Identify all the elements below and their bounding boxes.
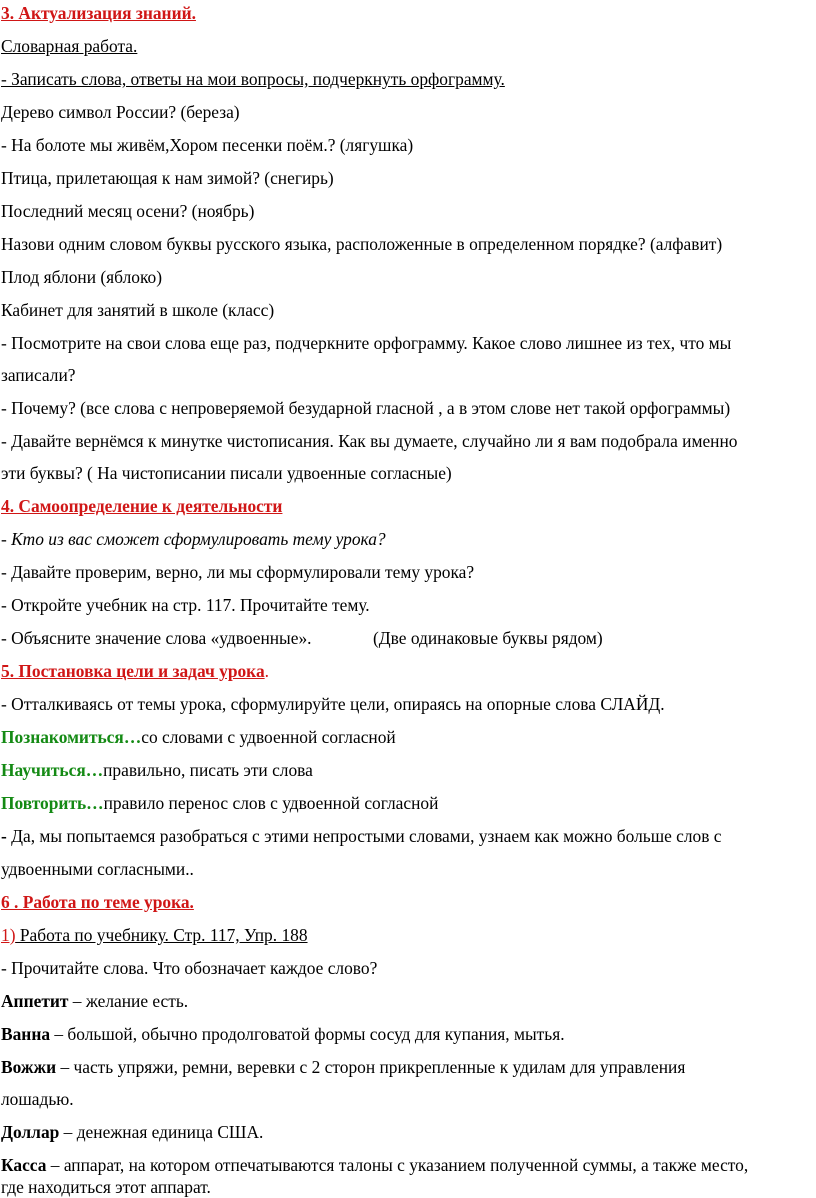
heading-section-4: 4. Самоопределение к деятельности (1, 496, 283, 516)
question-2: - На болоте мы живём,Хором песенки поём.? (лягушка) (1, 135, 414, 155)
question-1: Дерево символ России? (береза) (1, 102, 240, 122)
goal-3 (1, 792, 438, 814)
self-det-3: - Откройте учебник на стр. 117. Прочитайте тему. (1, 595, 370, 615)
definition-4-text: – денежная единица США. (59, 1122, 264, 1142)
definition-5-text: – аппарат, на котором отпечатываются талоны с указанием полученной суммы, а также место, (46, 1155, 749, 1175)
definition-3-line-2: лошадью. (1, 1089, 74, 1109)
goal-answer-text: Да, мы попытаемся разобраться с этими непростыми словами, узнаем как можно больше слов с (6, 826, 722, 846)
definition-1-text: – желание есть. (68, 991, 189, 1011)
heading-section-5-dot: . (264, 661, 269, 681)
goal-2 (1, 759, 313, 781)
self-det-2: - Давайте проверим, верно, ли мы сформулировали тему урока? (1, 562, 475, 582)
goal-3-key: Повторить… (1, 793, 104, 813)
definition-3 (1, 1056, 685, 1078)
definition-1-term: Аппетит (1, 991, 69, 1011)
definition-5-term: Касса (1, 1155, 47, 1175)
definition-5 (1, 1154, 748, 1176)
goal-answer-line-2: удвоенными согласными.. (1, 859, 194, 879)
question-3: Птица, прилетающая к нам зимой? (снегирь) (1, 168, 334, 188)
question-6: Плод яблони (яблоко) (1, 267, 163, 287)
self-det-4-question: - Объясните значение слова «удвоенные». (1, 628, 312, 648)
self-det-4 (1, 627, 603, 649)
goal-1-key: Познакомиться… (1, 727, 142, 747)
work-2: - Прочитайте слова. Что обозначает каждое слово? (1, 958, 378, 978)
paragraph-3-line-1: - Давайте вернёмся к минутке чистописания. Как вы думаете, случайно ли я вам подобрала именно (1, 431, 738, 451)
goal-2-text: правильно, писать эти слова (103, 760, 313, 780)
goal-intro: - Отталкиваясь от темы урока, сформулируйте цели, опираясь на опорные слова СЛАЙД. (1, 694, 665, 714)
heading-section-6: 6 . Работа по теме урока. (1, 892, 194, 912)
paragraph-3-line-2: эти буквы? ( На чистописании писали удвоенные согласные) (1, 463, 452, 483)
question-5: Назови одним словом буквы русского языка, расположенные в определенном порядке? (алфавит) (1, 234, 723, 254)
self-det-4-answer: (Две одинаковые буквы рядом) (373, 628, 603, 648)
goal-2-key: Научиться… (1, 760, 104, 780)
definition-2-text: – большой, обычно продолговатой формы сосуд для купания, мытья. (50, 1024, 565, 1044)
question-7: Кабинет для занятий в школе (класс) (1, 300, 275, 320)
paragraph-1-line-2: записали? (1, 365, 76, 385)
heading-section-5-text: 5. Постановка цели и задач урока (1, 661, 265, 681)
definition-1 (1, 990, 188, 1012)
self-det-1: - Кто из вас сможет сформулировать тему урока? (1, 529, 386, 549)
work-1 (1, 924, 308, 946)
heading-section-3: 3. Актуализация знаний. (1, 3, 196, 23)
paragraph-1-line-1: - Посмотрите на свои слова еще раз, подчеркните орфограмму. Какое слово лишнее из тех, что мы (1, 333, 732, 353)
goal-answer-dash: - (1, 826, 7, 846)
definition-3-text: – часть упряжи, ремни, веревки с 2 сторон прикрепленные к удилам для управления (56, 1057, 686, 1077)
goal-1 (1, 726, 396, 748)
definition-4-term: Доллар (1, 1122, 60, 1142)
work-1-number: 1) (1, 925, 16, 945)
goal-answer-line-1 (1, 825, 722, 847)
goal-3-text: правило перенос слов с удвоенной согласной (103, 793, 439, 813)
paragraph-2: - Почему? (все слова с непроверяемой безударной гласной , а в этом слове нет такой орфограммы) (1, 398, 731, 418)
vocab-title: Словарная работа. (1, 36, 138, 56)
heading-section-5 (1, 660, 269, 682)
definition-3-term: Вожжи (1, 1057, 57, 1077)
question-4: Последний месяц осени? (ноябрь) (1, 201, 255, 221)
goal-1-text: со словами с удвоенной согласной (141, 727, 396, 747)
definition-2 (1, 1023, 565, 1045)
definition-2-term: Ванна (1, 1024, 51, 1044)
work-1-text: Работа по учебнику. Стр. 117, Упр. 188 (15, 925, 308, 945)
vocab-task: - Записать слова, ответы на мои вопросы, подчеркнуть орфограмму. (1, 69, 505, 89)
definition-4 (1, 1121, 263, 1143)
definition-5-line-2: где находиться этот аппарат. (1, 1177, 211, 1197)
